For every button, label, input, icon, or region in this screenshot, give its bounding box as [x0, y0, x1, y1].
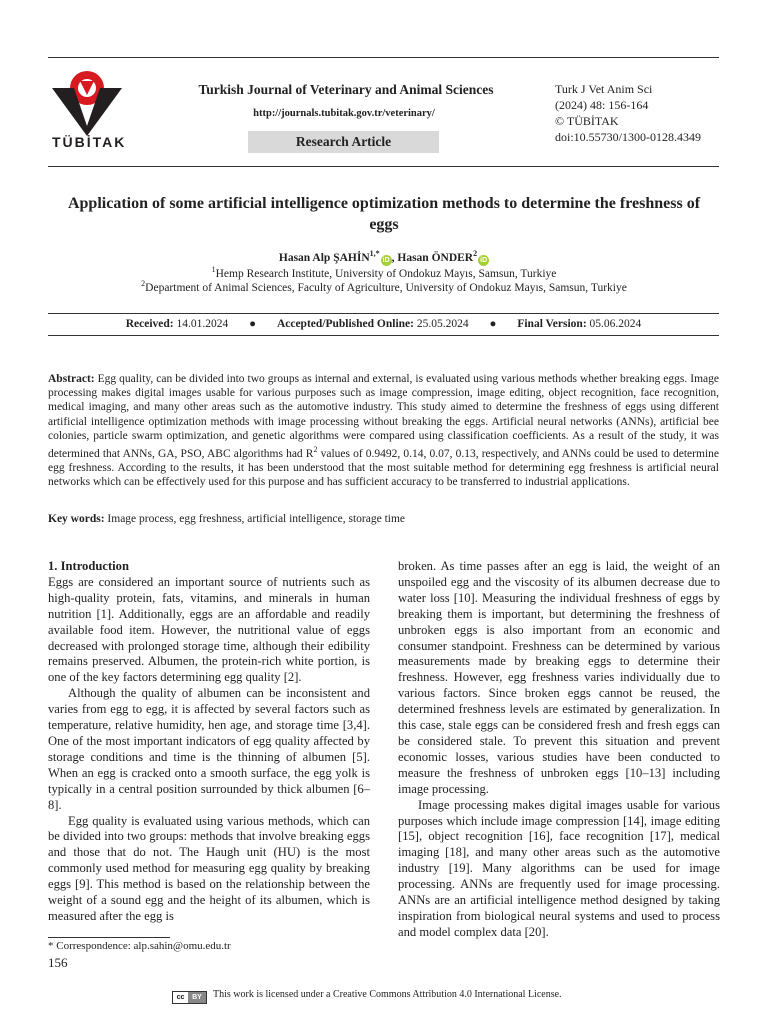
affiliation-1-sup: 1 [211, 265, 216, 274]
paper-title: Application of some artificial intelligence optimization methods to determine the freshness of eggs [67, 195, 701, 233]
correspondence-footnote: * Correspondence: alp.sahin@omu.edu.tr [48, 940, 231, 952]
received-date: 14.01.2024 [176, 318, 229, 330]
article-type-badge: Research Article [248, 131, 439, 153]
author-1-sup: 1,* [369, 249, 380, 258]
license-line [172, 989, 562, 1004]
page-number: 156 [48, 955, 68, 970]
author-1: Hasan Alp ŞAHİN [278, 251, 370, 264]
section-heading: 1. Introduction [48, 559, 129, 573]
citation-journal: Turk J Vet Anim Sci [555, 82, 653, 96]
abstract-text: Egg quality, can be divided into two groups as internal and external, is evaluated using various methods whether breaking eggs. Image processing makes digital images usable for various purposes such as image compression, image editing, object recognition, face recognition, medical imaging, and many other areas such as the automotive industry. This study aimed to determine the freshness of eggs using different artificial intelligence optimization methods with image processing without breaking the eggs. Artificial neural networks (ANNs), artificial bee colonies, particle swarm optimization, and genetic algorithms were compared using classification coefficients. As a result of the study, it was determined that ANNs, GA, PSO, ABC algorithms had R [48, 373, 719, 460]
dates-line [48, 318, 719, 330]
orcid-icon[interactable]: iD [480, 256, 488, 264]
keywords [48, 513, 719, 525]
affiliation-1-text: Hemp Research Institute, University of Ondokuz Mayıs, Samsun, Turkiye [215, 267, 557, 280]
tubitak-logo [50, 66, 127, 156]
body-paragraph: Egg quality is evaluated using various methods, which can be divided into two groups: methods that involve breaking eggs and those that do not. The Haugh unit (HU) is the most commonly used method for measuring egg quality by breaking eggs [9]. This method is based on the relationship between the weight of a sound egg and the height of its albumen, which is measured after the egg is [48, 813, 370, 923]
keywords-text: Image process, egg freshness, artificial intelligence, storage time [104, 513, 406, 525]
cc-badge-left: cc [173, 992, 188, 1003]
dates-bottom-rule [48, 335, 719, 336]
affiliation-2-text: Department of Animal Sciences, Faculty of Agriculture, University of Ondokuz Mayıs, Samsun, Turkiye [145, 281, 627, 294]
body-paragraph: Eggs are considered an important source of nutrients such as high-quality protein, fats, vitamins, and minerals in human nutrition [1]. Additionally, eggs are an affordable and readily available food item. However, the nutritional value of eggs decreased with prolonged storage time, although their edibility remains preserved. Albumen, the protein-rich white portion, is one of the key factors determining egg quality [2]. [48, 574, 370, 685]
author-2: Hasan ÖNDER [397, 251, 474, 264]
affiliation-2 [60, 277, 708, 295]
dates-bullet: ● [489, 318, 497, 330]
abstract-label: Abstract: [48, 373, 95, 385]
keywords-label: Key words: [48, 513, 105, 525]
dates-top-rule [48, 313, 719, 314]
journal-url[interactable]: http://journals.tubitak.gov.tr/veterinary/ [253, 108, 435, 119]
abstract [48, 372, 719, 489]
footnote-rule [48, 937, 170, 938]
received-label: Received: [125, 318, 174, 330]
body-paragraph: Although the quality of albumen can be inconsistent and varies from egg to egg, it is affected by several factors such as temperature, relative humidity, hen age, and storage time [3,4]. One of the most important indicators of egg quality affected by storage conditions and time is the thinning of albumen [5]. When an egg is cracked onto a smooth surface, the egg yolk is typically in a central position surrounded by thick albumen [6–8]. [48, 686, 370, 812]
orcid-icon[interactable]: iD [382, 256, 390, 264]
logo-wordmark: TÜBİTAK [52, 134, 127, 150]
final-date: 05.06.2024 [589, 318, 642, 330]
cc-by-badge-icon[interactable] [172, 991, 207, 1004]
license-text: This work is licensed under a Creative Commons Attribution 4.0 International License. [213, 989, 562, 1000]
abstract-sup: 2 [313, 445, 318, 455]
abstract-text-cont: values of 0.9492, 0.14, 0.07, 0.13, respectively, and ANNs could be used to determine egg freshness. According to the results, it has been understood that the most suitable method for determining egg freshness is artificial neural networks which can be effectively used for this purpose and has sufficient accuracy to be transferred to industrial applications. [48, 447, 719, 489]
body-column-right [398, 559, 720, 941]
affiliation-2-sup: 2 [141, 279, 146, 288]
body-paragraph: Image processing makes digital images usable for various purposes which include image compression [14], image editing [15], object recognition [16], face recognition [17], medical imaging [18], and many other areas such as the automotive industry [19]. Many algorithms can be used for image processing. ANNs are frequently used for image processing. ANNs are an artificial intelligence method designed by taking inspiration from biological neural systems and used to process and model complex data [20]. [398, 797, 720, 939]
citation-volume: (2024) 48: 156-164 [555, 98, 649, 112]
final-label: Final Version: [517, 318, 587, 330]
header-rule [48, 166, 719, 167]
body-paragraph: broken. As time passes after an egg is laid, the weight of an unspoiled egg and the viscosity of its albumen decrease due to water loss [10]. Measuring the individual freshness of eggs by breaking them is important, but determining the freshness of unbroken eggs is also important from an economic and consumer standpoint. Freshness can be determined by various measurements made by breaking eggs to determine their freshness. However, egg freshness varies individually due to various factors. Since broken eggs cannot be reused, the determined freshness levels are estimated by generalization. In this case, stale eggs can be considered fresh and fresh eggs can be considered stale. To prevent this situation and prevent economic losses, various studies have been conducted to measure the freshness of unbroken eggs [10–13] including image processing. [398, 559, 720, 796]
author-separator: , [391, 251, 398, 264]
dates-bullet: ● [249, 318, 257, 330]
top-rule [48, 57, 719, 58]
citation-copyright: © TÜBİTAK [555, 114, 619, 128]
journal-title: Turkish Journal of Veterinary and Animal Sciences [198, 82, 494, 97]
body-column-left [48, 559, 370, 925]
accepted-date: 25.05.2024 [416, 318, 469, 330]
citation-doi[interactable]: doi:10.55730/1300-0128.4349 [555, 130, 701, 144]
accepted-label: Accepted/Published Online: [276, 318, 414, 330]
citation-block [555, 81, 735, 145]
author-2-sup: 2 [473, 249, 478, 258]
cc-badge-right: BY [188, 992, 206, 1003]
